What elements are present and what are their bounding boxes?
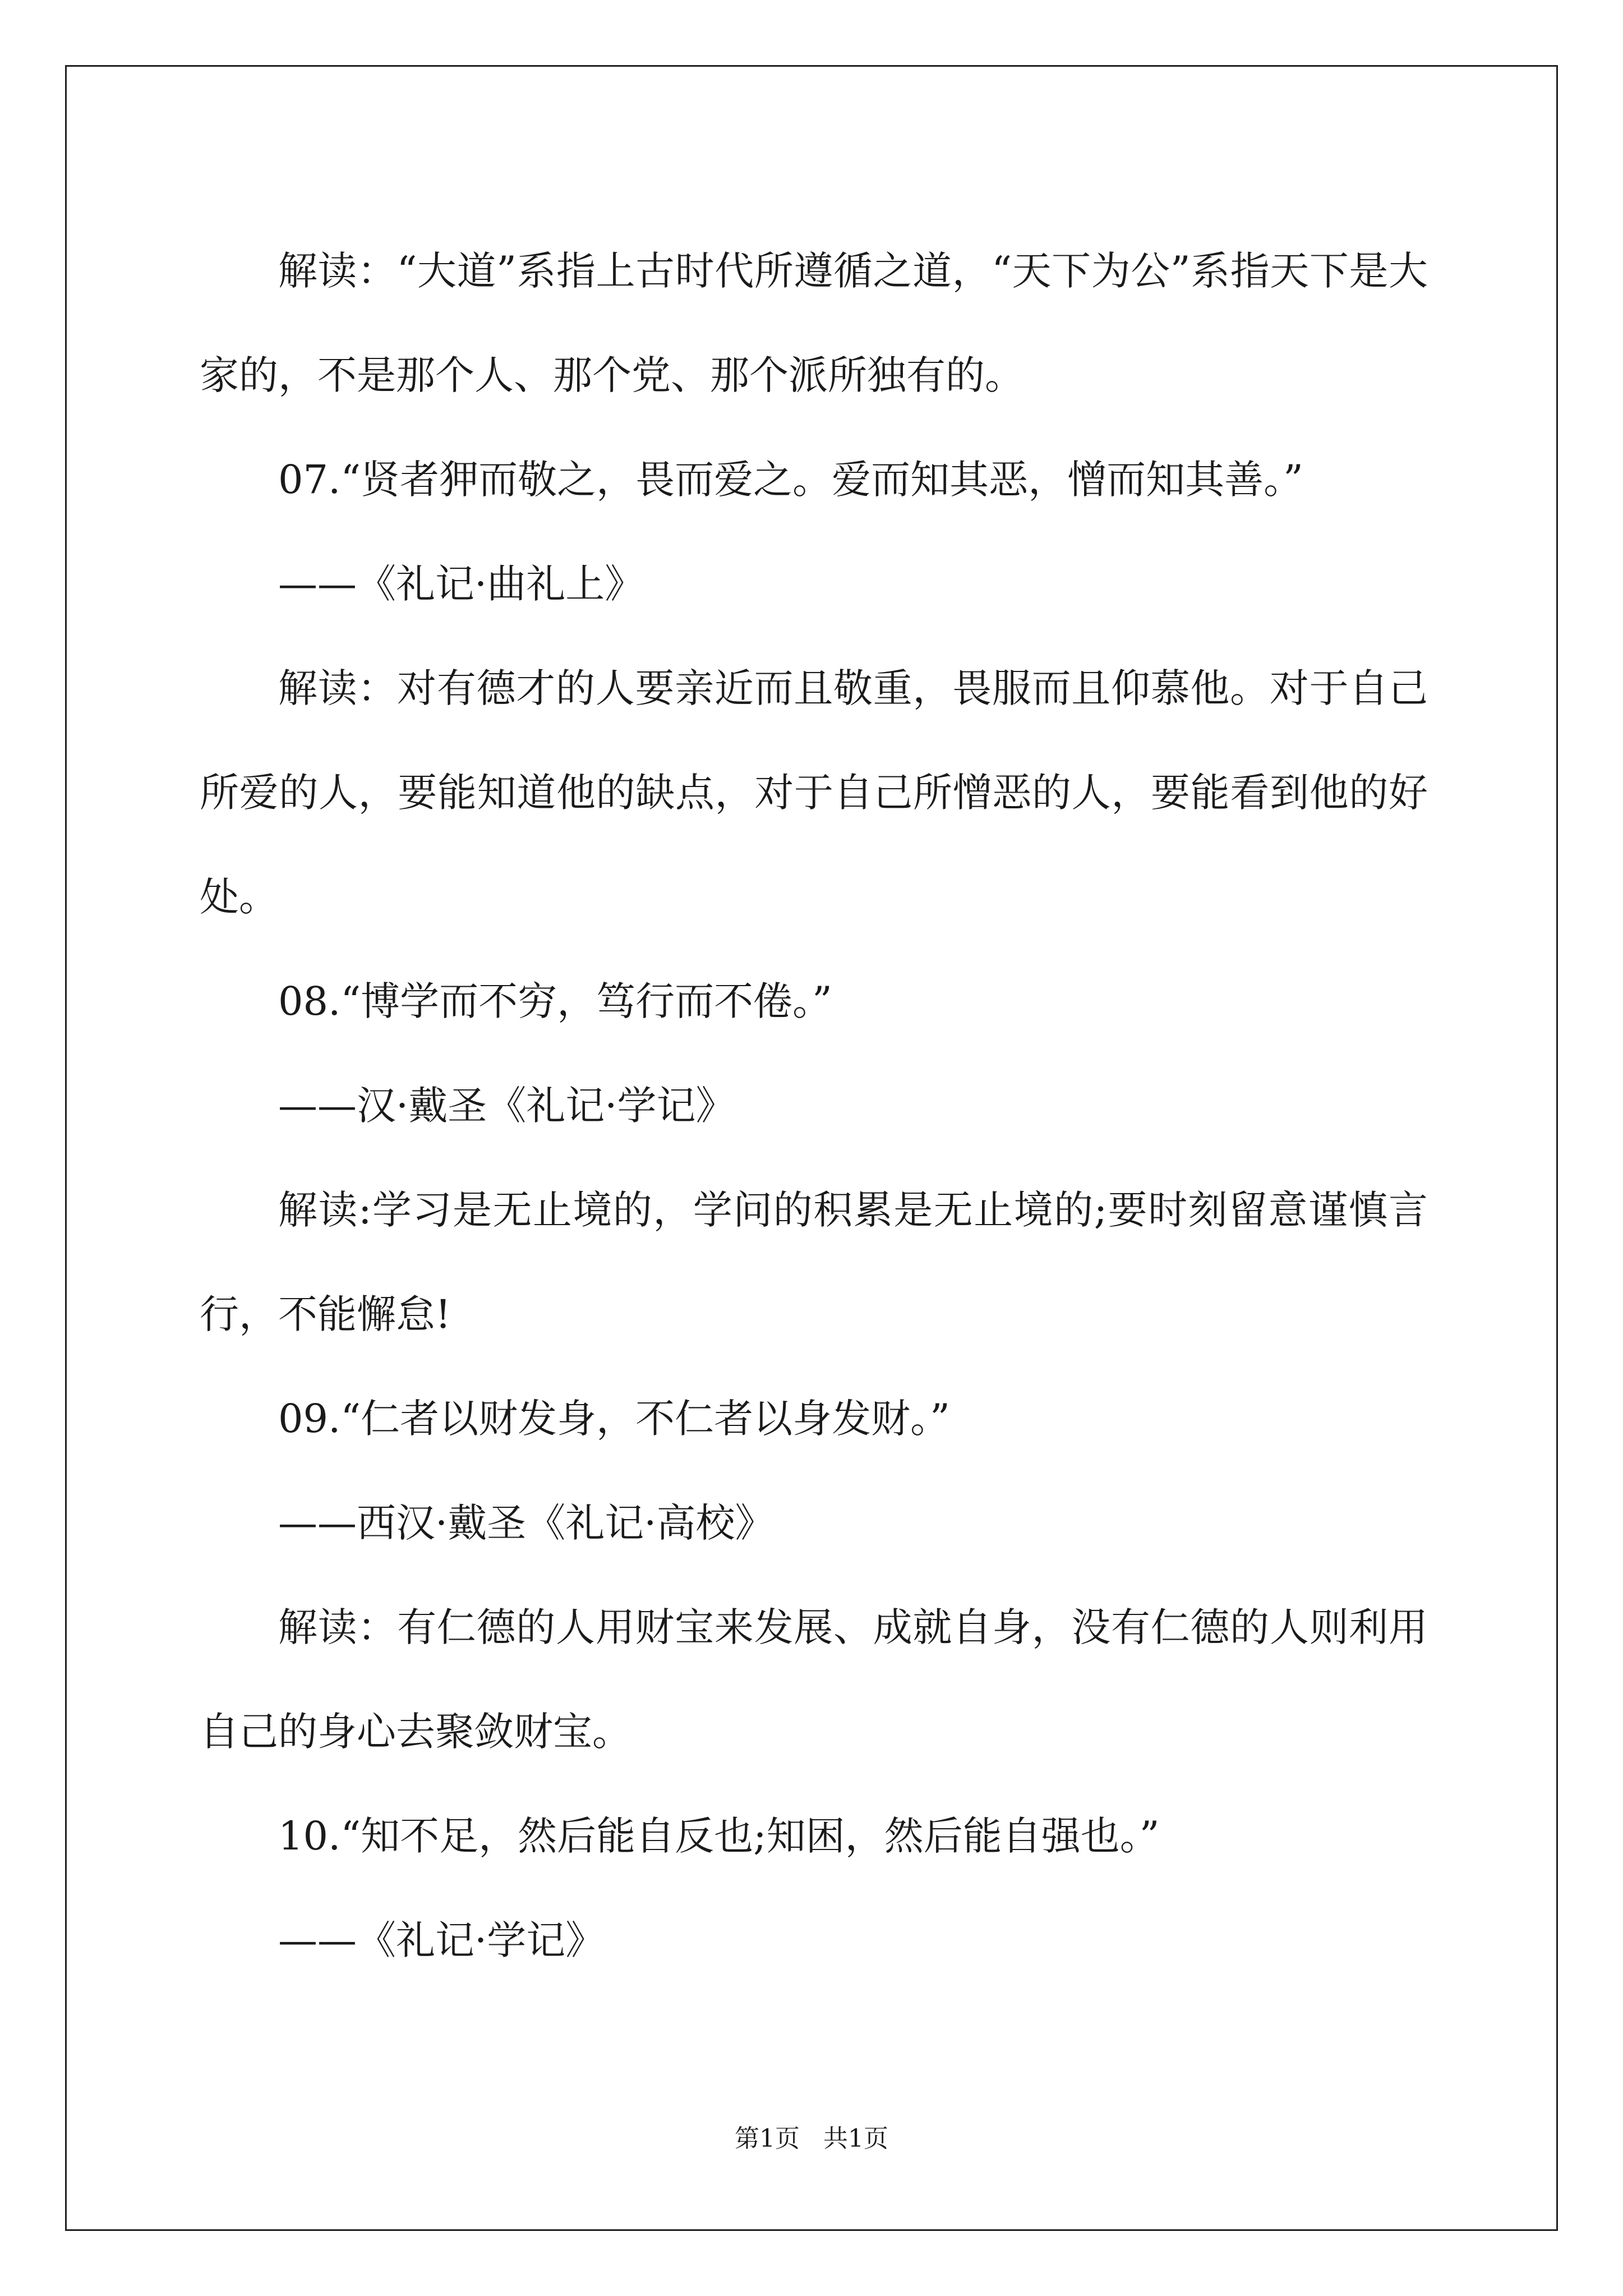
paragraph-quote-10: 10.“知不足，然后能自反也;知困，然后能自强也。” xyxy=(278,1813,1160,1859)
page-number-footer: 第1页 共1页 xyxy=(735,2124,888,2153)
document-body xyxy=(200,219,1428,1993)
paragraph-source-08: ——汉·戴圣《礼记·学记》 xyxy=(278,1083,735,1129)
paragraph-source-09: ——西汉·戴圣《礼记·高校》 xyxy=(278,1500,774,1546)
paragraph-interpretation-07: 解读：对有德才的人要亲近而且敬重，畏服而且仰慕他。对于自己所爱的人，要能知道他的缺点，对于自己所憎恶的人，要能看到他的好处。 xyxy=(200,665,1428,920)
paragraph-interpretation-06: 解读：“大道”系指上古时代所遵循之道，“天下为公”系指天下是大家的，不是那个人、那个党、那个派所独有的。 xyxy=(200,248,1428,398)
paragraph-interpretation-09: 解读：有仁德的人用财宝来发展、成就自身，没有仁德的人则利用自己的身心去聚敛财宝。 xyxy=(200,1604,1428,1755)
paragraph-source-07: ——《礼记·曲礼上》 xyxy=(278,561,644,607)
paragraph-quote-07: 07.“贤者狎而敬之，畏而爱之。爱而知其恶，憎而知其善。” xyxy=(278,457,1303,503)
paragraph-source-10: ——《礼记·学记》 xyxy=(278,1917,605,1963)
paragraph-interpretation-08: 解读:学习是无止境的，学问的积累是无止境的;要时刻留意谨慎言行，不能懈怠! xyxy=(200,1187,1428,1337)
paragraph-quote-09: 09.“仁者以财发身，不仁者以身发财。” xyxy=(278,1396,950,1442)
paragraph-quote-08: 08.“博学而不穷，笃行而不倦。” xyxy=(278,978,832,1024)
